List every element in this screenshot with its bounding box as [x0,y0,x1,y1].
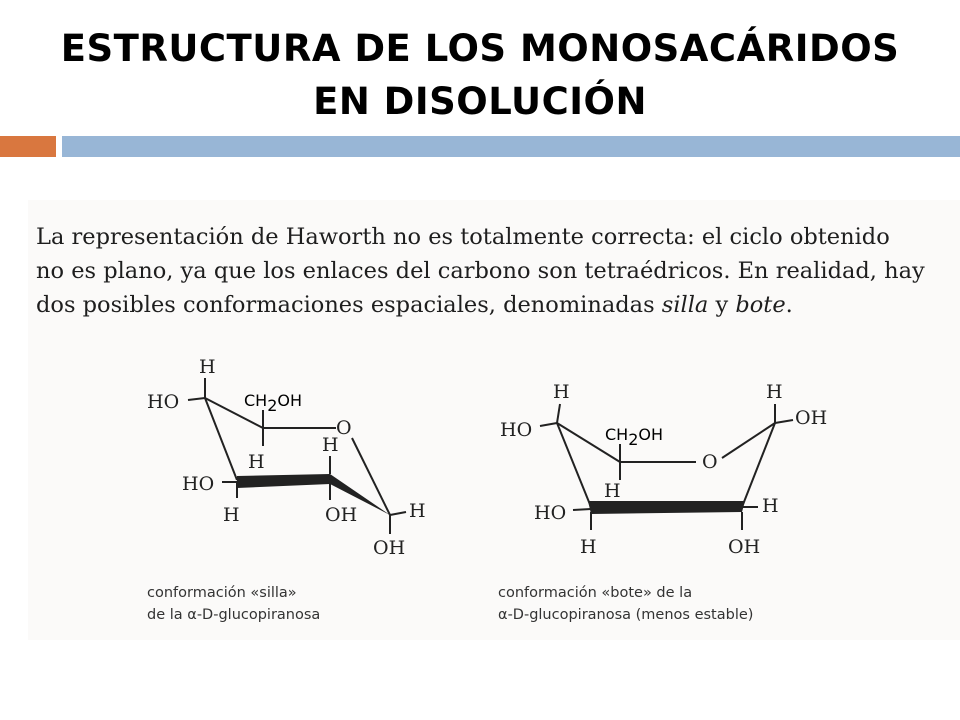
chair-bond-c4-c3 [205,398,237,480]
boat-bold-bottom-edge [588,501,745,514]
boat-label-ch2oh [605,425,663,449]
boat-label-oh-bottom: OH [728,536,761,558]
chair-bond-c1-h [390,512,406,515]
chair-label-ho-upper: HO [147,391,180,413]
boat-caption-alpha: α [498,607,508,623]
conformation-diagrams [0,340,960,640]
accent-bar-orange [0,136,56,157]
chair-ch2oh-end: OH [277,391,303,410]
boat-bond-c4-h [557,404,560,423]
paragraph-line-2: no es plano, ya que los enlaces del carbono son tetraédricos. En realidad, hay [36,258,925,284]
boat-ch2oh-sub: 2 [628,430,639,449]
paragraph-line-3-text: dos posibles conformaciones espaciales, denominadas [36,292,662,318]
boat-bond-c4-ho [540,423,557,426]
chair-caption-pre: de la [147,607,188,623]
slide-title-line-1: ESTRUCTURA DE LOS MONOSACÁRIDOS [60,27,900,70]
boat-ch2oh-main: CH [605,425,629,444]
chair-caption-alpha: α [187,607,197,623]
boat-label-h-right-top: H [766,381,783,403]
slide-title [0,22,960,128]
term-bote: bote [735,292,786,318]
boat-label-ho-lower: HO [534,502,567,524]
slide-title-line-2: EN DISOLUCIÓN [313,80,647,123]
chair-caption-post: -D-glucopiranosa [196,607,321,623]
chair-caption-line-1: conformación «silla» [147,585,297,601]
boat-bond-c3-ho [573,509,591,510]
chair-bold-bottom-edge [237,474,330,488]
chair-label-h-mid: H [248,451,265,473]
chair-label-h-c3: H [322,434,339,456]
boat-label-h-right-low: H [762,495,779,517]
chair-label-ring-o: O [336,417,352,439]
chair-label-oh-c1: OH [373,537,406,559]
boat-bond-c4-c3 [557,423,591,507]
boat-label-oh-right: OH [795,407,828,429]
paragraph-period: . [785,292,793,318]
chair-label-ho-lower: HO [182,473,215,495]
boat-structure [498,381,827,623]
chair-structure [147,356,426,623]
chair-label-h-top: H [199,356,216,378]
boat-caption-line-1: conformación «bote» de la [498,585,693,601]
description-paragraph [36,220,946,322]
chair-label-oh-c2: OH [325,504,358,526]
chair-ch2oh-main: CH [244,391,268,410]
boat-label-h-left-top: H [553,381,570,403]
boat-ch2oh-end: OH [638,425,664,444]
chair-label-h-c1: H [409,500,426,522]
boat-caption-line-2 [498,607,753,623]
chair-label-ch2oh [244,391,302,415]
accent-bar-blue [62,136,960,157]
paragraph-line-1: La representación de Haworth no es totalmente correcta: el ciclo obtenido [36,224,890,250]
boat-label-ho-upper: HO [500,419,533,441]
chair-bond-c4-ho [188,398,205,400]
boat-bond-c1-oh [775,420,793,423]
boat-label-h-bottom: H [580,536,597,558]
paragraph-conjunction: y [708,292,736,318]
boat-label-h-mid: H [604,480,621,502]
chair-label-h-bottom: H [223,504,240,526]
paragraph-line-3 [36,288,946,322]
chair-ch2oh-sub: 2 [267,396,278,415]
boat-bond-o-c1 [722,423,775,458]
boat-caption-post: -D-glucopiranosa (menos estable) [507,607,754,623]
term-silla: silla [661,292,709,318]
chair-caption-line-2 [147,607,320,623]
boat-label-ring-o: O [702,451,718,473]
